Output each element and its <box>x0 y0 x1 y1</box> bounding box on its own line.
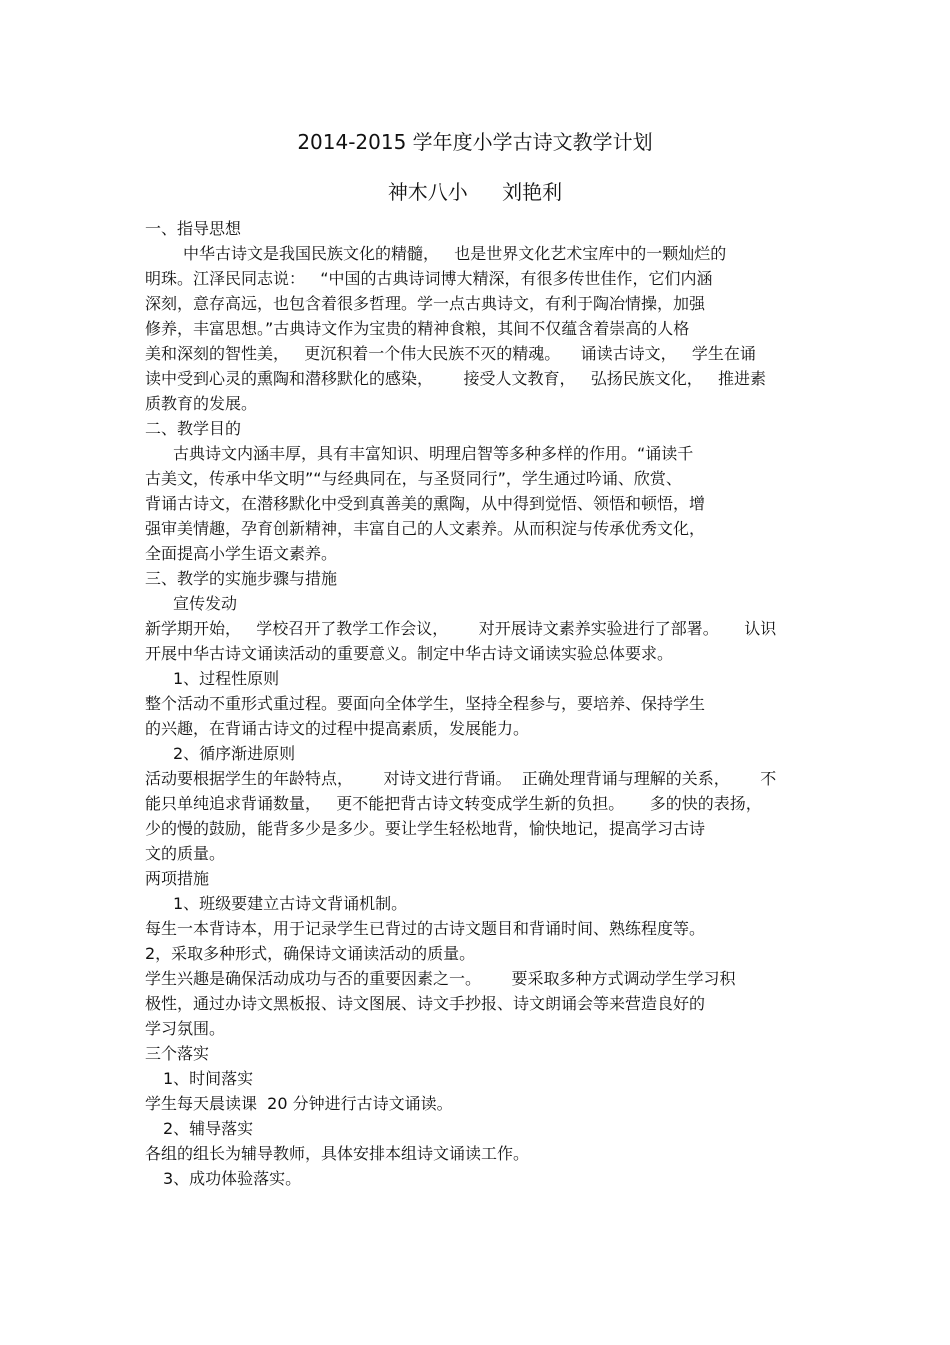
text-line: 古美文，传承中华文明”“与经典同在，与圣贤同行”，学生通过吟诵、欣赏、 <box>145 469 682 488</box>
sub-heading: 2，采取多种形式，确保诗文诵读活动的质量。 <box>145 944 476 963</box>
text-line: 各组的组长为辅导教师，具体安排本组诗文诵读工作。 <box>145 1144 530 1163</box>
text-line: 少的慢的鼓励，能背多少是多少。要让学生轻松地背，愉快地记，提高学习古诗 <box>145 819 706 838</box>
text-line: 修养，丰富思想。”古典诗文作为宝贵的精神食粮，其间不仅蕴含着崇高的人格 <box>145 319 690 338</box>
text-line: 的兴趣，在背诵古诗文的过程中提高素质，发展能力。 <box>145 719 530 738</box>
author-line: 神木八小 刘艳利 <box>387 180 563 204</box>
sub-heading: 三个落实 <box>145 1044 210 1063</box>
text-line: 背诵古诗文，在潜移默化中受到真善美的熏陶，从中得到觉悟、领悟和顿悟，增 <box>145 494 706 513</box>
text-line: 活动要根据学生的年龄特点， 对诗文进行背诵。 正确处理背诵与理解的关系， 不 <box>145 769 777 788</box>
section-heading: 二、教学目的 <box>145 419 242 438</box>
document-title: 2014-2015 学年度小学古诗文教学计划 <box>297 130 653 154</box>
text-line: 学习氛围。 <box>145 1019 226 1038</box>
text-line: 全面提高小学生语文素养。 <box>145 544 338 563</box>
text-line: 学生兴趣是确保活动成功与否的重要因素之一。 要采取多种方式调动学生学习积 <box>145 969 736 988</box>
text-line: 深刻，意存高远，也包含着很多哲理。学一点古典诗文，有利于陶冶情操，加强 <box>145 294 706 313</box>
sub-heading: 1、时间落实 <box>163 1069 254 1088</box>
section-heading: 三、教学的实施步骤与措施 <box>145 569 338 588</box>
sub-heading: 3、成功体验落实。 <box>163 1169 302 1188</box>
text-line: 读中受到心灵的熏陶和潜移默化的感染， 接受人文教育， 弘扬民族文化， 推进素 <box>145 369 767 388</box>
text-line: 学生每天晨读课 20 分钟进行古诗文诵读。 <box>145 1094 453 1113</box>
text-line: 开展中华古诗文诵读活动的重要意义。制定中华古诗文诵读实验总体要求。 <box>145 644 674 663</box>
text-line: 强审美情趣，孕育创新精神，丰富自己的人文素养。从而积淀与传承优秀文化， <box>145 519 706 538</box>
text-line: 整个活动不重形式重过程。要面向全体学生，坚持全程参与，要培养、保持学生 <box>145 694 706 713</box>
text-line: 极性，通过办诗文黑板报、诗文图展、诗文手抄报、诗文朗诵会等来营造良好的 <box>145 994 706 1013</box>
text-line: 美和深刻的智性美， 更沉积着一个伟大民族不灭的精魂。 诵读古诗文， 学生在诵 <box>145 344 756 363</box>
sub-heading: 1、过程性原则 <box>173 669 280 688</box>
text-line: 文的质量。 <box>145 844 226 863</box>
text-line: 能只单纯追求背诵数量， 更不能把背古诗文转变成学生新的负担。 多的快的表扬， <box>145 794 762 813</box>
sub-heading: 两项措施 <box>145 869 210 888</box>
text-line: 明珠。江泽民同志说： “中国的古典诗词博大精深，有很多传世佳作，它们内涵 <box>145 269 713 288</box>
sub-heading: 1、班级要建立古诗文背诵机制。 <box>173 894 408 913</box>
text-line: 每生一本背诗本，用于记录学生已背过的古诗文题目和背诵时间、熟练程度等。 <box>145 919 706 938</box>
sub-heading: 2、辅导落实 <box>163 1119 254 1138</box>
sub-heading: 宣传发动 <box>173 594 238 613</box>
text-line: 质教育的发展。 <box>145 394 258 413</box>
sub-heading: 2、循序渐进原则 <box>173 744 296 763</box>
text-line: 中华古诗文是我国民族文化的精髓， 也是世界文化艺术宝库中的一颗灿烂的 <box>183 244 727 263</box>
text-line: 新学期开始， 学校召开了教学工作会议， 对开展诗文素养实验进行了部署。 认识 <box>145 619 777 638</box>
section-heading: 一、指导思想 <box>145 219 242 238</box>
text-line: 古典诗文内涵丰厚，具有丰富知识、明理启智等多种多样的作用。“诵读千 <box>173 444 694 463</box>
